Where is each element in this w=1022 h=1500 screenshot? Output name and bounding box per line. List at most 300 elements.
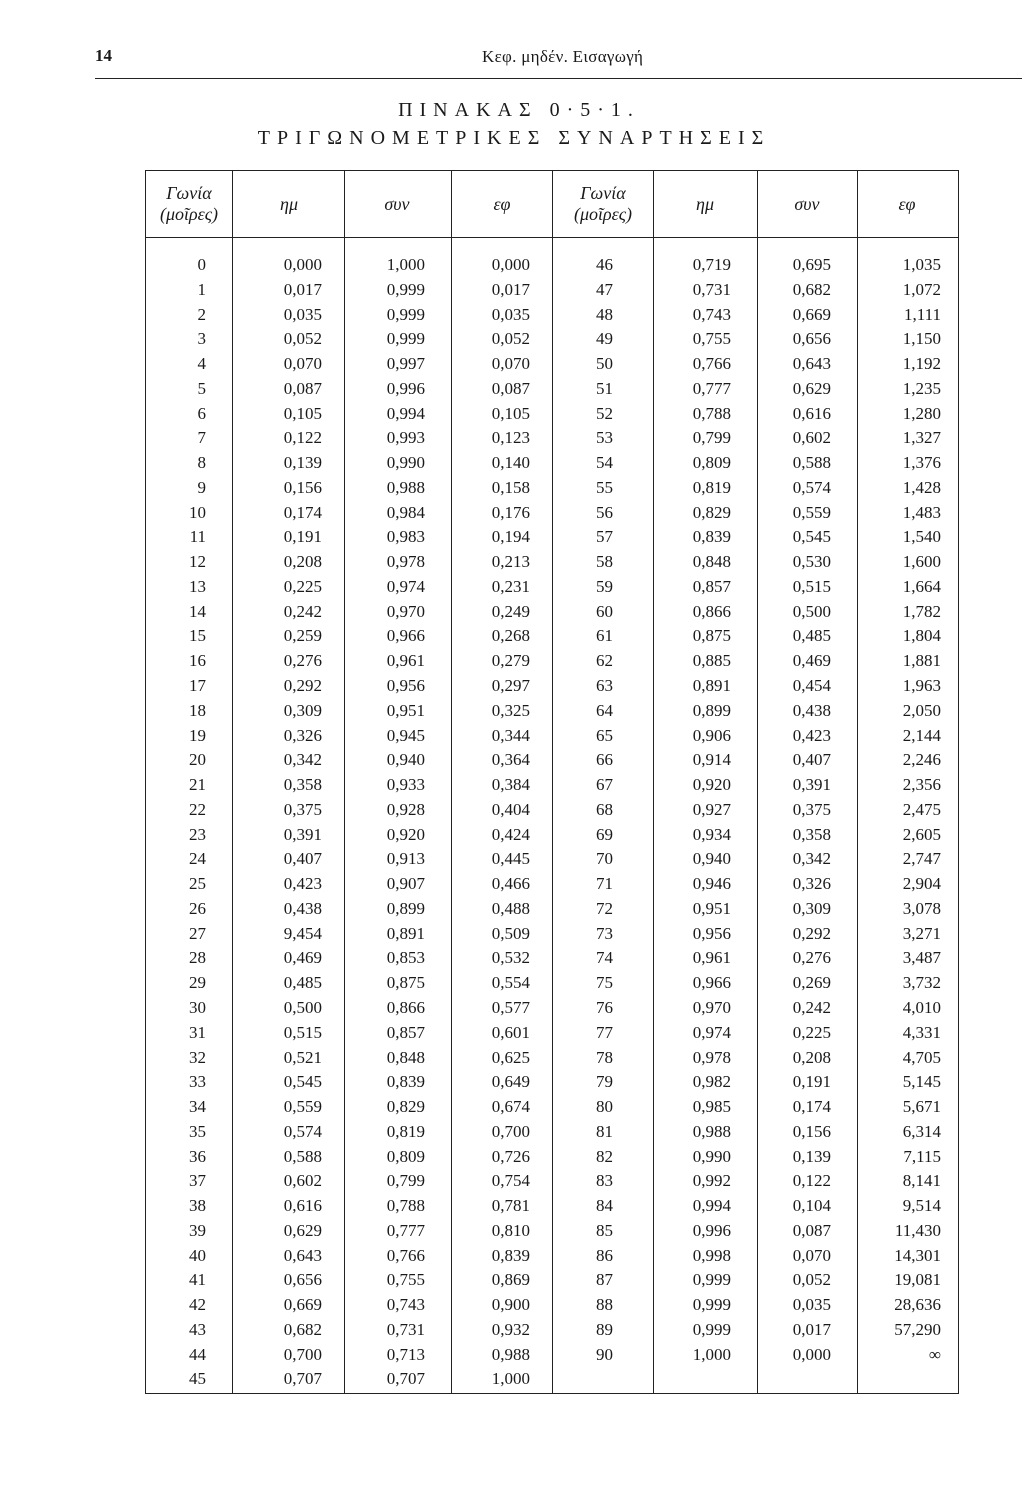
angle-cell: 70	[596, 849, 613, 869]
header-angle-label-2: Γωνία	[580, 183, 626, 203]
angle-cell: 87	[596, 1270, 613, 1290]
sin-cell: 0,174	[283, 502, 322, 522]
tan-cell: 0,279	[491, 651, 530, 671]
sin-cell: 0,927	[692, 799, 731, 819]
sin-cell: 0,982	[692, 1072, 731, 1092]
angle-cell: 74	[596, 948, 613, 968]
page-number: 14	[95, 46, 112, 65]
sin-cell: 0,829	[692, 502, 731, 522]
sin-cell: 0,515	[283, 1022, 322, 1042]
tan-cell: 0,649	[491, 1072, 530, 1092]
tan-cell: 1,376	[902, 453, 941, 473]
sin-cell: 0,788	[692, 403, 731, 423]
cos-cell: 0,866	[386, 997, 425, 1017]
cos-cell: 0,951	[386, 700, 425, 720]
cos-cell: 0,974	[386, 576, 425, 596]
table-row	[146, 278, 958, 303]
cos-cell: 0,035	[792, 1295, 831, 1315]
angle-cell: 9	[197, 477, 206, 497]
tan-cell: 2,246	[902, 750, 941, 770]
sin-cell: 0,052	[283, 329, 322, 349]
table-row	[146, 674, 958, 699]
tan-cell: 3,732	[902, 973, 941, 993]
sin-cell: 0,242	[283, 601, 322, 621]
table-row	[146, 1367, 958, 1392]
header-sin-2: ημ	[696, 193, 714, 214]
tan-cell: 0,105	[491, 403, 530, 423]
cos-cell: 0,899	[386, 898, 425, 918]
sin-cell: 0,956	[692, 923, 731, 943]
angle-cell: 47	[596, 279, 613, 299]
sin-cell: 0,951	[692, 898, 731, 918]
cos-cell: 0,070	[792, 1245, 831, 1265]
sin-cell: 0,500	[283, 997, 322, 1017]
table-row	[146, 1021, 958, 1046]
tan-cell: 7,115	[903, 1146, 941, 1166]
sin-cell: 0,999	[692, 1270, 731, 1290]
angle-cell: 83	[596, 1171, 613, 1191]
sin-cell: 0,602	[283, 1171, 322, 1191]
cos-cell: 0,515	[792, 576, 831, 596]
table-row	[146, 1120, 958, 1145]
tan-cell: 0,781	[491, 1196, 530, 1216]
tan-cell: 1,664	[902, 576, 941, 596]
sin-cell: 1,000	[692, 1344, 731, 1364]
sin-cell: 0,999	[692, 1319, 731, 1339]
angle-cell: 53	[596, 428, 613, 448]
cos-cell: 0,988	[386, 477, 425, 497]
table-row	[146, 1095, 958, 1120]
cos-cell: 0,104	[792, 1196, 831, 1216]
angle-cell: 23	[189, 824, 206, 844]
cos-cell: 0,269	[792, 973, 831, 993]
sin-cell: 0,669	[283, 1295, 322, 1315]
table-row	[146, 377, 958, 402]
angle-cell: 60	[596, 601, 613, 621]
angle-cell: 59	[596, 576, 613, 596]
sin-cell: 0,899	[692, 700, 731, 720]
angle-cell: 1	[197, 279, 206, 299]
angle-cell: 54	[596, 453, 613, 473]
tan-cell: 2,050	[902, 700, 941, 720]
angle-cell: 56	[596, 502, 613, 522]
angle-cell: 65	[596, 725, 613, 745]
table-row	[146, 946, 958, 971]
cos-cell: 0,966	[386, 626, 425, 646]
table-row	[146, 1219, 958, 1244]
cos-cell: 0,643	[792, 354, 831, 374]
sin-cell: 0,999	[692, 1295, 731, 1315]
cos-cell: 0,839	[386, 1072, 425, 1092]
tan-cell: 0,988	[491, 1344, 530, 1364]
sin-cell: 0,035	[283, 304, 322, 324]
angle-cell: 57	[596, 527, 613, 547]
table-row	[146, 402, 958, 427]
tan-cell: 0,176	[491, 502, 530, 522]
tan-cell: 1,540	[902, 527, 941, 547]
tan-cell: 0,017	[491, 279, 530, 299]
sin-cell: 0,970	[692, 997, 731, 1017]
sin-cell: 0,920	[692, 775, 731, 795]
sin-cell: 0,469	[283, 948, 322, 968]
sin-cell: 0,885	[692, 651, 731, 671]
angle-cell: 0	[197, 255, 206, 274]
table-row	[146, 649, 958, 674]
sin-cell: 0,946	[692, 874, 731, 894]
cos-cell: 0,875	[386, 973, 425, 993]
angle-cell: 69	[596, 824, 613, 844]
sin-cell: 0,391	[283, 824, 322, 844]
cos-cell: 0,956	[386, 676, 425, 696]
tan-cell: 1,150	[902, 329, 941, 349]
table-row	[146, 872, 958, 897]
tan-cell: 0,424	[491, 824, 530, 844]
tan-cell: 2,144	[902, 725, 941, 745]
angle-cell: 35	[189, 1121, 206, 1141]
cos-cell: 0,857	[386, 1022, 425, 1042]
angle-cell: 89	[596, 1319, 613, 1339]
angle-cell: 62	[596, 651, 613, 671]
angle-cell: 46	[596, 255, 613, 274]
cos-cell: 0,913	[386, 849, 425, 869]
sin-cell: 0,992	[692, 1171, 731, 1191]
sin-cell: 0,940	[692, 849, 731, 869]
cos-cell: 0,994	[386, 403, 425, 423]
table-row	[146, 922, 958, 947]
sin-cell: 0,326	[283, 725, 322, 745]
table-row	[146, 971, 958, 996]
angle-cell: 84	[596, 1196, 613, 1216]
angle-cell: 86	[596, 1245, 613, 1265]
tan-cell: 1,881	[902, 651, 941, 671]
cos-cell: 0,616	[792, 403, 831, 423]
tan-cell: 2,747	[902, 849, 941, 869]
tan-cell: 57,290	[894, 1319, 941, 1339]
tan-cell: 0,087	[491, 378, 530, 398]
sin-cell: 0,988	[692, 1121, 731, 1141]
tan-cell: 0,213	[491, 552, 530, 572]
header-cos-2: συν	[794, 193, 820, 214]
angle-cell: 27	[189, 923, 206, 943]
angle-cell: 10	[189, 502, 206, 522]
sin-cell: 0,309	[283, 700, 322, 720]
angle-cell: 40	[189, 1245, 206, 1265]
angle-cell: 20	[189, 750, 206, 770]
sin-cell: 0,139	[283, 453, 322, 473]
angle-cell: 78	[596, 1047, 613, 1067]
tan-cell: 1,280	[902, 403, 941, 423]
cos-cell: 0,682	[792, 279, 831, 299]
cos-cell: 0,485	[792, 626, 831, 646]
cos-cell: 0,933	[386, 775, 425, 795]
cos-cell: 0,530	[792, 552, 831, 572]
cos-cell: 0,799	[386, 1171, 425, 1191]
cos-cell: 0,191	[792, 1072, 831, 1092]
sin-cell: 0,407	[283, 849, 322, 869]
header-tan: εφ	[493, 193, 511, 214]
cos-cell: 0,309	[792, 898, 831, 918]
cos-cell: 0,500	[792, 601, 831, 621]
tan-cell: 0,488	[491, 898, 530, 918]
sin-cell: 0,857	[692, 576, 731, 596]
tan-cell: 1,600	[902, 552, 941, 572]
cos-cell: 0,276	[792, 948, 831, 968]
angle-cell: 41	[189, 1270, 206, 1290]
tan-cell: 0,532	[491, 948, 530, 968]
table-row	[146, 773, 958, 798]
sin-cell: 0,731	[692, 279, 731, 299]
angle-cell: 88	[596, 1295, 613, 1315]
cos-cell: 0,853	[386, 948, 425, 968]
sin-cell: 0,574	[283, 1121, 322, 1141]
table-row	[146, 575, 958, 600]
table-row	[146, 699, 958, 724]
cos-cell: 0,342	[792, 849, 831, 869]
angle-cell: 55	[596, 477, 613, 497]
angle-cell: 61	[596, 626, 613, 646]
tan-cell: 5,671	[902, 1097, 941, 1117]
angle-cell: 90	[596, 1344, 613, 1364]
angle-cell: 26	[189, 898, 206, 918]
sin-cell: 0,559	[283, 1097, 322, 1117]
table-row	[146, 1244, 958, 1269]
cos-cell: 0,087	[792, 1220, 831, 1240]
angle-cell: 73	[596, 923, 613, 943]
sin-cell: 0,978	[692, 1047, 731, 1067]
table-row	[146, 451, 958, 476]
header-sin: ημ	[280, 193, 298, 214]
tan-cell: 2,605	[902, 824, 941, 844]
tan-cell: 0,297	[491, 676, 530, 696]
table-row	[146, 823, 958, 848]
sin-cell: 0,875	[692, 626, 731, 646]
sin-cell: 0,990	[692, 1146, 731, 1166]
table-row	[146, 748, 958, 773]
tan-cell: 0,268	[491, 626, 530, 646]
tan-cell: ∞	[928, 1344, 941, 1364]
table-row	[146, 724, 958, 749]
tan-cell: 1,192	[902, 354, 941, 374]
cos-cell: 0,469	[792, 651, 831, 671]
tan-cell: 1,428	[902, 477, 941, 497]
tan-cell: 11,430	[894, 1220, 941, 1240]
sin-cell: 0,342	[283, 750, 322, 770]
table-row	[146, 1194, 958, 1219]
tan-cell: 0,231	[491, 576, 530, 596]
sin-cell: 0,070	[283, 354, 322, 374]
angle-cell: 14	[189, 601, 206, 621]
cos-cell: 0,438	[792, 700, 831, 720]
angle-cell: 44	[189, 1344, 206, 1364]
angle-cell: 34	[189, 1097, 206, 1117]
tan-cell: 3,078	[902, 898, 941, 918]
sin-cell: 0,914	[692, 750, 731, 770]
sin-cell: 0,156	[283, 477, 322, 497]
cos-cell: 0,156	[792, 1121, 831, 1141]
sin-cell: 0,934	[692, 824, 731, 844]
sin-cell: 0,087	[283, 378, 322, 398]
tan-cell: 0,509	[491, 923, 530, 943]
angle-cell: 79	[596, 1072, 613, 1092]
trig-table	[145, 170, 959, 1394]
sin-cell: 0,423	[283, 874, 322, 894]
sin-cell: 0,208	[283, 552, 322, 572]
angle-cell: 52	[596, 403, 613, 423]
header-angle	[146, 171, 232, 237]
angle-cell: 33	[189, 1072, 206, 1092]
angle-cell: 77	[596, 1022, 613, 1042]
tan-cell: 0,384	[491, 775, 530, 795]
cos-cell: 0,707	[386, 1369, 425, 1389]
angle-cell: 11	[189, 527, 206, 547]
cos-cell: 0,139	[792, 1146, 831, 1166]
tan-cell: 1,483	[902, 502, 941, 522]
cos-cell: 0,713	[386, 1344, 425, 1364]
angle-cell: 15	[189, 626, 206, 646]
cos-cell: 0,391	[792, 775, 831, 795]
sin-cell: 0,743	[692, 304, 731, 324]
sin-cell: 0,682	[283, 1319, 322, 1339]
tan-cell: 4,331	[902, 1022, 941, 1042]
sin-cell: 0,643	[283, 1245, 322, 1265]
tan-cell: 28,636	[894, 1295, 941, 1315]
angle-cell: 4	[197, 354, 206, 374]
table-row	[146, 426, 958, 451]
cos-cell: 0,052	[792, 1270, 831, 1290]
table-row	[146, 1293, 958, 1318]
table-row	[146, 1070, 958, 1095]
tan-cell: 2,356	[902, 775, 941, 795]
table-row	[146, 1169, 958, 1194]
angle-cell: 18	[189, 700, 206, 720]
table-row	[146, 798, 958, 823]
angle-cell: 25	[189, 874, 206, 894]
tan-cell: 0,070	[491, 354, 530, 374]
cos-cell: 0,984	[386, 502, 425, 522]
tan-cell: 5,145	[902, 1072, 941, 1092]
cos-cell: 0,829	[386, 1097, 425, 1117]
cos-cell: 0,122	[792, 1171, 831, 1191]
tan-cell: 1,327	[902, 428, 941, 448]
sin-cell: 0,017	[283, 279, 322, 299]
cos-cell: 0,809	[386, 1146, 425, 1166]
angle-cell: 16	[189, 651, 206, 671]
cos-cell: 0,292	[792, 923, 831, 943]
tan-cell: 9,514	[902, 1196, 941, 1216]
tan-cell: 0,194	[491, 527, 530, 547]
table-row	[146, 847, 958, 872]
tan-cell: 1,963	[902, 676, 941, 696]
sin-cell: 0,000	[283, 255, 322, 274]
cos-cell: 0,970	[386, 601, 425, 621]
header-angle-2	[553, 171, 653, 237]
tan-cell: 0,674	[491, 1097, 530, 1117]
table-subtitle: ΤΡΙΓΩΝΟΜΕΤΡΙΚΕΣ ΣΥΝΑΡΤΗΣΕΙΣ	[257, 127, 771, 149]
cos-cell: 0,423	[792, 725, 831, 745]
tan-cell: 0,344	[491, 725, 530, 745]
angle-cell: 36	[189, 1146, 206, 1166]
cos-cell: 0,559	[792, 502, 831, 522]
table-row	[146, 1343, 958, 1368]
table-row	[146, 303, 958, 328]
cos-cell: 0,819	[386, 1121, 425, 1141]
angle-cell: 13	[189, 576, 206, 596]
sin-cell: 0,629	[283, 1220, 322, 1240]
angle-cell: 8	[197, 453, 206, 473]
header-cos: συν	[384, 193, 410, 214]
tan-cell: 0,140	[491, 453, 530, 473]
angle-cell: 30	[189, 997, 206, 1017]
angle-cell: 28	[189, 948, 206, 968]
table-row	[146, 1318, 958, 1343]
tan-cell: 0,700	[491, 1121, 530, 1141]
angle-cell: 29	[189, 973, 206, 993]
table-row	[146, 253, 958, 278]
angle-cell: 21	[189, 775, 206, 795]
tan-cell: 0,158	[491, 477, 530, 497]
tan-cell: 0,364	[491, 750, 530, 770]
angle-cell: 49	[596, 329, 613, 349]
cos-cell: 0,375	[792, 799, 831, 819]
sin-cell: 0,719	[692, 255, 731, 274]
tan-cell: 2,475	[902, 799, 941, 819]
tan-cell: 1,782	[902, 601, 941, 621]
sin-cell: 0,358	[283, 775, 322, 795]
tan-cell: 6,314	[902, 1121, 941, 1141]
cos-cell: 0,407	[792, 750, 831, 770]
sin-cell: 9,454	[283, 923, 322, 943]
angle-cell: 68	[596, 799, 613, 819]
sin-cell: 0,996	[692, 1220, 731, 1240]
sin-cell: 0,438	[283, 898, 322, 918]
sin-cell: 0,292	[283, 676, 322, 696]
table-row	[146, 352, 958, 377]
cos-cell: 0,629	[792, 378, 831, 398]
tan-cell: 1,035	[902, 255, 941, 274]
tan-cell: 0,404	[491, 799, 530, 819]
tan-cell: 1,072	[902, 279, 941, 299]
table-body	[146, 253, 958, 1392]
cos-cell: 0,940	[386, 750, 425, 770]
tan-cell: 0,577	[491, 997, 530, 1017]
table-row	[146, 550, 958, 575]
cos-cell: 0,208	[792, 1047, 831, 1067]
table-row	[146, 476, 958, 501]
cos-cell: 0,454	[792, 676, 831, 696]
cos-cell: 0,242	[792, 997, 831, 1017]
tan-cell: 1,235	[902, 378, 941, 398]
tan-cell: 0,869	[491, 1270, 530, 1290]
tan-cell: 3,271	[902, 923, 941, 943]
cos-cell: 0,669	[792, 304, 831, 324]
angle-cell: 72	[596, 898, 613, 918]
angle-cell: 81	[596, 1121, 613, 1141]
angle-cell: 32	[189, 1047, 206, 1067]
running-title: Κεφ. μηδέν. Εισαγωγή	[482, 47, 644, 66]
table-row	[146, 897, 958, 922]
angle-cell: 66	[596, 750, 613, 770]
cos-cell: 0,999	[386, 304, 425, 324]
sin-cell: 0,866	[692, 601, 731, 621]
cos-cell: 0,656	[792, 329, 831, 349]
tan-cell: 0,726	[491, 1146, 530, 1166]
angle-cell: 38	[189, 1196, 206, 1216]
angle-cell: 85	[596, 1220, 613, 1240]
sin-cell: 0,521	[283, 1047, 322, 1067]
cos-cell: 0,996	[386, 378, 425, 398]
table-row	[146, 525, 958, 550]
cos-cell: 0,731	[386, 1319, 425, 1339]
